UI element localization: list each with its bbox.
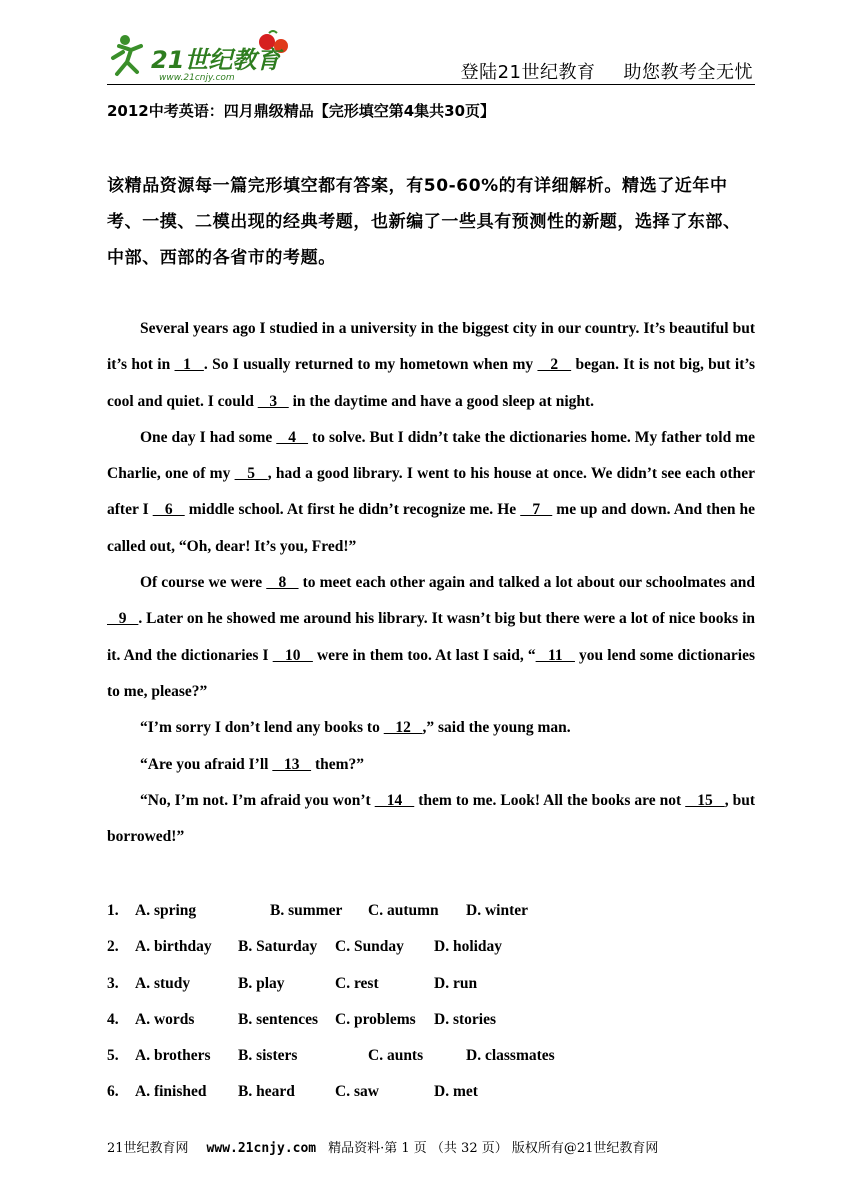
passage-paragraph: “Are you afraid I’ll 13 them?”	[140, 755, 365, 773]
blank-14: 14	[374, 791, 415, 809]
svg-text:www.21cnjy.com: www.21cnjy.com	[159, 73, 235, 82]
blank-7: 7	[520, 501, 553, 519]
blank-10: 10	[272, 646, 313, 664]
option-row: 4. A. words B. sentences C. problems D. stories	[107, 1002, 757, 1038]
option-b: B. Saturday	[238, 938, 318, 956]
option-a: A. spring	[135, 902, 197, 919]
option-a: A. birthday	[135, 938, 212, 956]
footer-site-link[interactable]: www.21cnjy.com	[206, 1141, 317, 1156]
blank-4: 4	[276, 428, 309, 446]
passage-paragraph: Several years ago I studied in a university in the biggest city in our country. It’s beautiful but it’s hot in 1 . So I usually returned to my hometown when my 2 began. It is not big, but it’s cool and quiet. I could 3 in the daytime and have a good sleep at night.	[107, 320, 755, 410]
passage-paragraph: Of course we were 8 to meet each other again and talked a lot about our schoolmates and 9 . Later on he showed me around his library. It wasn’t big but there were a lot of nice books in it. And the dictionaries I 10 were in them too. At last I said, “ 11 you lend some dictionaries to me, please?”	[107, 574, 756, 700]
option-row: 3. A. study B. play C. rest D. run	[107, 966, 757, 1002]
option-b: B. sisters	[238, 1047, 298, 1065]
intro-paragraph: 该精品资源每一篇完形填空都有答案，有50-60%的有详细解析。精选了近年中考、一摸、二模出现的经典考题，也新编了一些具有预测性的新题，选择了东部、中部、西部的各省市的考题。	[107, 176, 741, 268]
option-a: A. study	[135, 974, 191, 992]
option-c: C. aunts	[368, 1047, 424, 1065]
header-slogan	[461, 58, 753, 84]
answer-options	[107, 893, 757, 1111]
option-row: 1. A. spring B. summer C. autumn D. winter	[107, 893, 757, 929]
page-header	[107, 28, 755, 85]
option-c: C. rest	[335, 974, 379, 992]
slogan-left: 登陆21世纪教育	[460, 62, 596, 83]
option-a: A. brothers	[135, 1047, 211, 1065]
option-c: C. autumn	[368, 902, 439, 919]
document-title: 2012中考英语：四月鼎级精品【完形填空第4集共30页】	[107, 102, 496, 120]
passage-paragraph: “I’m sorry I don’t lend any books to 12 ,” said the young man.	[140, 719, 571, 737]
option-d: D. winter	[466, 902, 528, 919]
blank-8: 8	[266, 574, 299, 592]
option-b: B. play	[238, 974, 285, 992]
blank-1: 1	[174, 356, 204, 374]
option-row: 6. A. finished B. heard C. saw D. met	[107, 1074, 757, 1110]
page-footer	[107, 1137, 658, 1156]
blank-11: 11	[535, 646, 575, 664]
option-d: D. stories	[434, 1010, 496, 1028]
option-d: D. run	[434, 974, 478, 992]
option-b: B. summer	[270, 902, 343, 919]
slogan-right: 助您教考全无忧	[623, 62, 753, 83]
logo	[107, 28, 307, 82]
option-d: D. classmates	[466, 1047, 555, 1065]
blank-6: 6	[152, 501, 185, 519]
option-c: C. Sunday	[335, 938, 404, 956]
option-b: B. sentences	[238, 1010, 319, 1028]
blank-12: 12	[383, 719, 423, 737]
blank-13: 13	[272, 755, 312, 773]
option-b: B. heard	[238, 1083, 295, 1101]
blank-9: 9	[107, 610, 139, 628]
footer-right: 精品资料·第 1 页 （共 32 页） 版权所有@21世纪教育网	[328, 1141, 659, 1156]
option-c: C. problems	[335, 1010, 416, 1028]
option-a: A. finished	[135, 1083, 207, 1101]
passage-paragraph: “No, I’m not. I’m afraid you won’t 14 them to me. Look! All the books are not 15 , but borrowed!”	[107, 791, 756, 846]
svg-text:21世纪教育: 21世纪教育	[151, 46, 281, 74]
running-figure-icon	[113, 35, 141, 74]
footer-left: 21世纪教育网	[107, 1141, 189, 1156]
option-a: A. words	[135, 1010, 195, 1028]
blank-15: 15	[685, 791, 725, 809]
blank-5: 5	[234, 465, 268, 483]
option-c: C. saw	[335, 1083, 379, 1101]
blank-2: 2	[537, 356, 572, 374]
option-row: 2. A. birthday B. Saturday C. Sunday D. holiday	[107, 929, 757, 965]
option-d: D. met	[434, 1083, 478, 1101]
option-d: D. holiday	[434, 938, 503, 956]
blank-3: 3	[257, 392, 289, 410]
passage-paragraph: One day I had some 4 to solve. But I didn’t take the dictionaries home. My father told me Charlie, one of my 5 , had a good library. I went to his house at once. We didn’t see each other after I 6 middle school. At first he didn’t recognize me. He 7 me up and down. And then he called out, “Oh, dear! It’s you, Fred!”	[107, 428, 756, 555]
cloze-passage	[107, 311, 755, 855]
option-row: 5. A. brothers B. sisters C. aunts D. classmates	[107, 1038, 757, 1074]
